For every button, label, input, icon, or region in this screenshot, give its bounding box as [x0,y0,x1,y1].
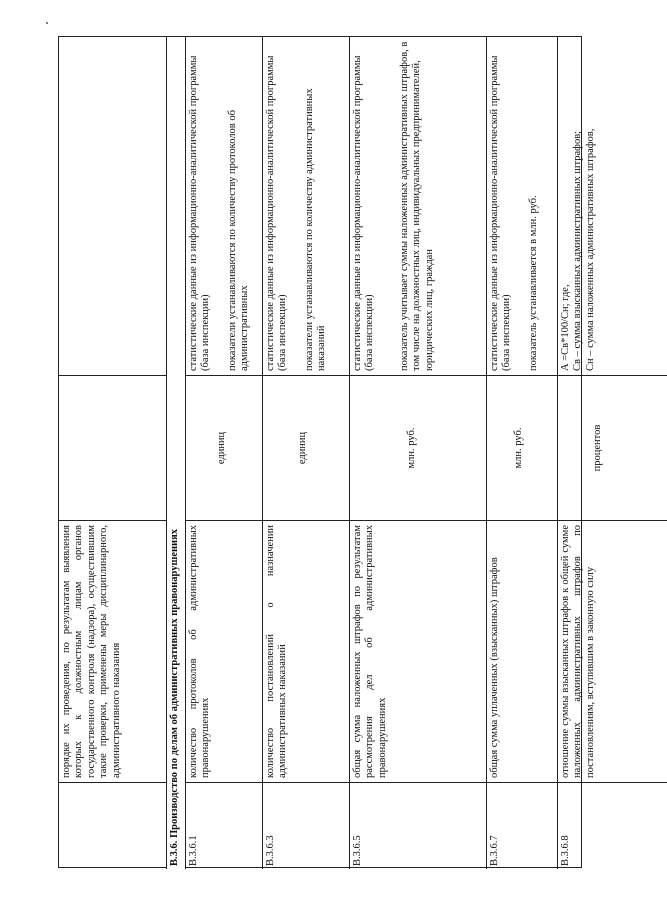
indicator-name: количество протоколов об административных правонарушениях [188,525,212,778]
source-text: статистические данные из информационно-аналитической программы (база инспекции) [352,55,376,371]
table-row-continuation [59,37,166,869]
unit-text: единиц [297,431,308,465]
indicator-code [263,783,349,869]
spacer [290,41,304,371]
source-note: показатель учитывает суммы наложенных административных штрафов, в том числе на должностных лиц, индивидуальных предпринимателей, юридических лиц, граждан [398,41,435,371]
name-cell [263,521,349,783]
spacer [514,41,528,371]
spacer [377,41,399,371]
name-cell [558,521,667,783]
code-text: В.3.6.7 [489,835,500,866]
table-row [185,37,262,869]
name-cell [487,521,557,783]
code-text: В.3.6.1 [188,835,199,866]
indicator-code [186,783,262,869]
source-cell [186,37,262,376]
source-note: показатели устанавливаются по количеству протоколов об административных [226,110,251,371]
formula-var-sn: Сн – сумма наложенных административных штрафов, [584,128,596,371]
name-cell [186,521,262,783]
source-text: статистические данные из информационно-аналитической программы (база инспекции) [489,55,513,371]
source-text: статистические данные из информационно-аналитической программы (база инспекции) [188,55,212,371]
unit-cell [350,376,486,521]
source-cell [487,37,557,376]
source-text: статистические данные из информационно-аналитической программы (база инспекции) [265,55,289,371]
scan-speck [46,22,48,24]
table-row [262,37,349,869]
code-cell [59,783,166,869]
source-cell [59,37,166,376]
unit-text: млн. руб. [513,427,524,469]
unit-cell [186,376,262,521]
table-row [486,37,557,869]
formula-var-sv: Св – сумма взысканных административных штрафов; [572,130,584,371]
formula-text: А =Св*100/Сн; где, [560,284,571,371]
source-cell [350,37,486,376]
source-cell [558,37,667,376]
source-note: показатели устанавливаются по количеству административных наказаний [303,88,328,371]
code-text: В.3.6.3 [265,835,276,866]
indicator-name: общая сумма уплаченных (взысканных) штрафов [489,557,500,778]
unit-cell [263,376,349,521]
name-cell [59,521,166,783]
table-row [349,37,486,869]
unit-text: единиц [216,431,227,465]
code-text: В.3.6.8 [560,835,571,866]
indicator-code [487,783,557,869]
name-cell [350,521,486,783]
source-cell [263,37,349,376]
unit-text: млн. руб. [406,427,417,469]
indicator-name: отношение суммы взысканных штрафов к общей сумме наложенных административных штрафов по постановлениям, вступившим в законную силу [560,525,596,778]
indicator-code [350,783,486,869]
code-text: В.3.6.5 [352,835,363,866]
indicator-name: количество постановлений о назначении административных наказаний [265,525,289,778]
section-title: В.3.6. Производство по делам об административных правонарушениях [169,528,180,866]
unit-cell [487,376,557,521]
table-row [557,37,667,869]
spacer [213,41,227,371]
indicator-table [59,37,603,869]
source-note: показатель устанавливается в млн. руб. [527,195,539,371]
unit-cell [558,376,667,521]
section-header-row [166,37,185,869]
unit-cell [59,376,166,521]
indicator-name: порядке их проведения, по результатам выявления которых к должностным лицам органов государственного контроля (надзора), осуществившим такие проверки, применены меры дисциплинарного, административного наказания [61,525,122,778]
unit-text: процентов [592,424,603,472]
indicator-name: общая сумма наложенных штрафов по результатам рассмотрения дел об административных правонарушениях [352,525,388,778]
indicator-code [558,783,667,869]
rotated-table-frame [58,36,603,868]
